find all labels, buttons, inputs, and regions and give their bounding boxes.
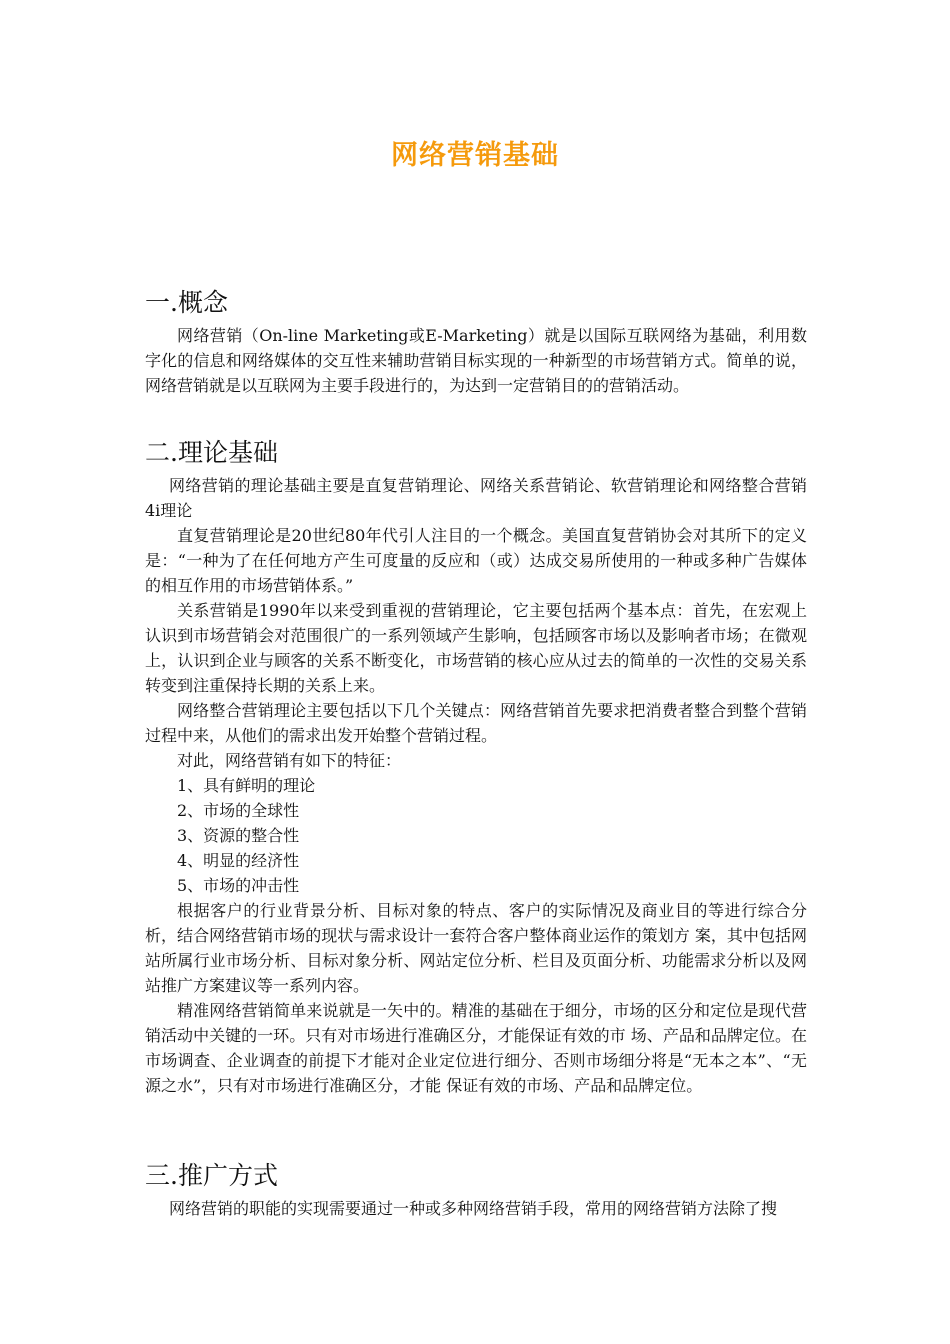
feature-list-item: 5、市场的冲击性 — [177, 876, 300, 895]
section-heading-concept: 一.概念 — [145, 288, 228, 317]
paragraph-client-analysis: 根据客户的行业背景分析、目标对象的特点、客户的实际情况及商业目的等进行综合分析，结合网络营销市场的现状与需求设计一套符合客户整体商业运作的策划方 案，其中包括网站所属行业市场分析、目标对象分析、网站定位分析、栏目及页面分析、功能需求分析以及网站推广方案建议等一系列内容。 — [145, 901, 807, 995]
paragraph-features-intro: 对此，网络营销有如下的特征： — [177, 751, 402, 770]
feature-list-item: 2、市场的全球性 — [177, 801, 300, 820]
section-heading-theory: 二.理论基础 — [145, 438, 278, 467]
paragraph-precision-marketing: 精准网络营销简单来说就是一矢中的。精准的基础在于细分，市场的区分和定位是现代营销活动中关键的一环。只有对市场进行准确区分，才能保证有效的市 场、产品和品牌定位。在市场调查、企业调查的前提下才能对企业定位进行细分、否则市场细分将是“无本之本”、“无源之水”，只有对市场进行准确区分，才能 保证有效的市场、产品和品牌定位。 — [145, 1001, 807, 1095]
paragraph-relationship-marketing: 关系营销是1990年以来受到重视的营销理论，它主要包括两个基本点：首先，在宏观上认识到市场营销会对范围很广的一系列领域产生影响，包括顾客市场以及影响者市场；在微观上，认识到企业与顾客的关系不断变化，市场营销的核心应从过去的简单的一次性的交易关系转变到注重保持长期的关系上来。 — [145, 601, 807, 695]
paragraph-direct-marketing: 直复营销理论是20世纪80年代引人注目的一个概念。美国直复营销协会对其所下的定义是：“一种为了在任何地方产生可度量的反应和（或）达成交易所使用的一种或多种广告媒体的相互作用的市场营销体系。” — [145, 526, 807, 595]
paragraph-integrated-marketing: 网络整合营销理论主要包括以下几个关键点：网络营销首先要求把消费者整合到整个营销过程中来，从他们的需求出发开始整个营销过程。 — [145, 701, 807, 745]
paragraph-theory-overview: 网络营销的理论基础主要是直复营销理论、网络关系营销论、软营销理论和网络整合营销4i理论 — [145, 476, 807, 520]
paragraph-concept-definition: 网络营销（On-line Marketing或E-Marketing）就是以国际互联网络为基础，利用数字化的信息和网络媒体的交互性来辅助营销目标实现的一种新型的市场营销方式。简单的说，网络营销就是以互联网为主要手段进行的，为达到一定营销目的的营销活动。 — [145, 326, 807, 395]
section-heading-promotion: 三.推广方式 — [145, 1161, 278, 1190]
feature-list-item: 3、资源的整合性 — [177, 826, 300, 845]
feature-list-item: 1、具有鲜明的理论 — [177, 776, 316, 795]
feature-list-item: 4、明显的经济性 — [177, 851, 300, 870]
document-title: 网络营销基础 — [391, 140, 559, 171]
paragraph-promotion-methods: 网络营销的职能的实现需要通过一种或多种网络营销手段，常用的网络营销方法除了搜 — [169, 1199, 778, 1218]
